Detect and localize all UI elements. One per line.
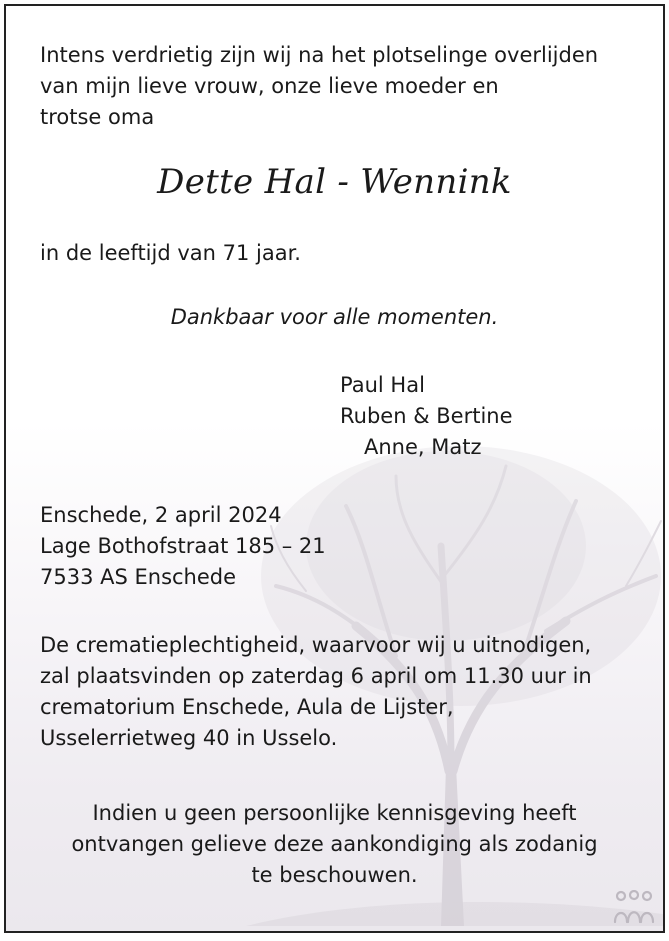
service-line: zal plaatsvinden op zaterdag 6 april om 11.30 uur in	[40, 664, 592, 688]
notice-text	[6, 798, 663, 891]
motto-text: Dankbaar voor alle momenten.	[170, 305, 499, 329]
service-details	[40, 630, 592, 754]
address-line: Enschede, 2 april 2024	[40, 503, 282, 527]
deceased-name: Dette Hal - Wennink	[157, 162, 512, 202]
intro-line: van mijn lieve vrouw, onze lieve moeder en	[40, 74, 499, 98]
service-line: De crematieplechtigheid, waarvoor wij u uitnodigen,	[40, 633, 592, 657]
family-member: Ruben & Bertine	[340, 404, 513, 428]
family-member: Anne, Matz	[364, 435, 482, 459]
family-member: Paul Hal	[340, 373, 425, 397]
intro-line: Intens verdrietig zijn wij na het plotselinge overlijden	[40, 43, 599, 67]
address-block	[40, 500, 326, 593]
service-line: crematorium Enschede, Aula de Lijster,	[40, 695, 454, 719]
family-logo-icon	[612, 890, 656, 926]
service-line: Usselerrietweg 40 in Usselo.	[40, 726, 338, 750]
notice-line: ontvangen gelieve deze aankondiging als zodanig	[71, 832, 598, 856]
notice-line: te beschouwen.	[251, 863, 418, 887]
intro-text	[40, 40, 598, 133]
notice-line: Indien u geen persoonlijke kennisgeving heeft	[92, 801, 577, 825]
address-line: 7533 AS Enschede	[40, 565, 237, 589]
address-line: Lage Bothofstraat 185 – 21	[40, 534, 326, 558]
age-text: in de leeftijd van 71 jaar.	[40, 241, 301, 265]
obituary-card	[4, 4, 665, 933]
intro-line: trotse oma	[40, 105, 155, 129]
